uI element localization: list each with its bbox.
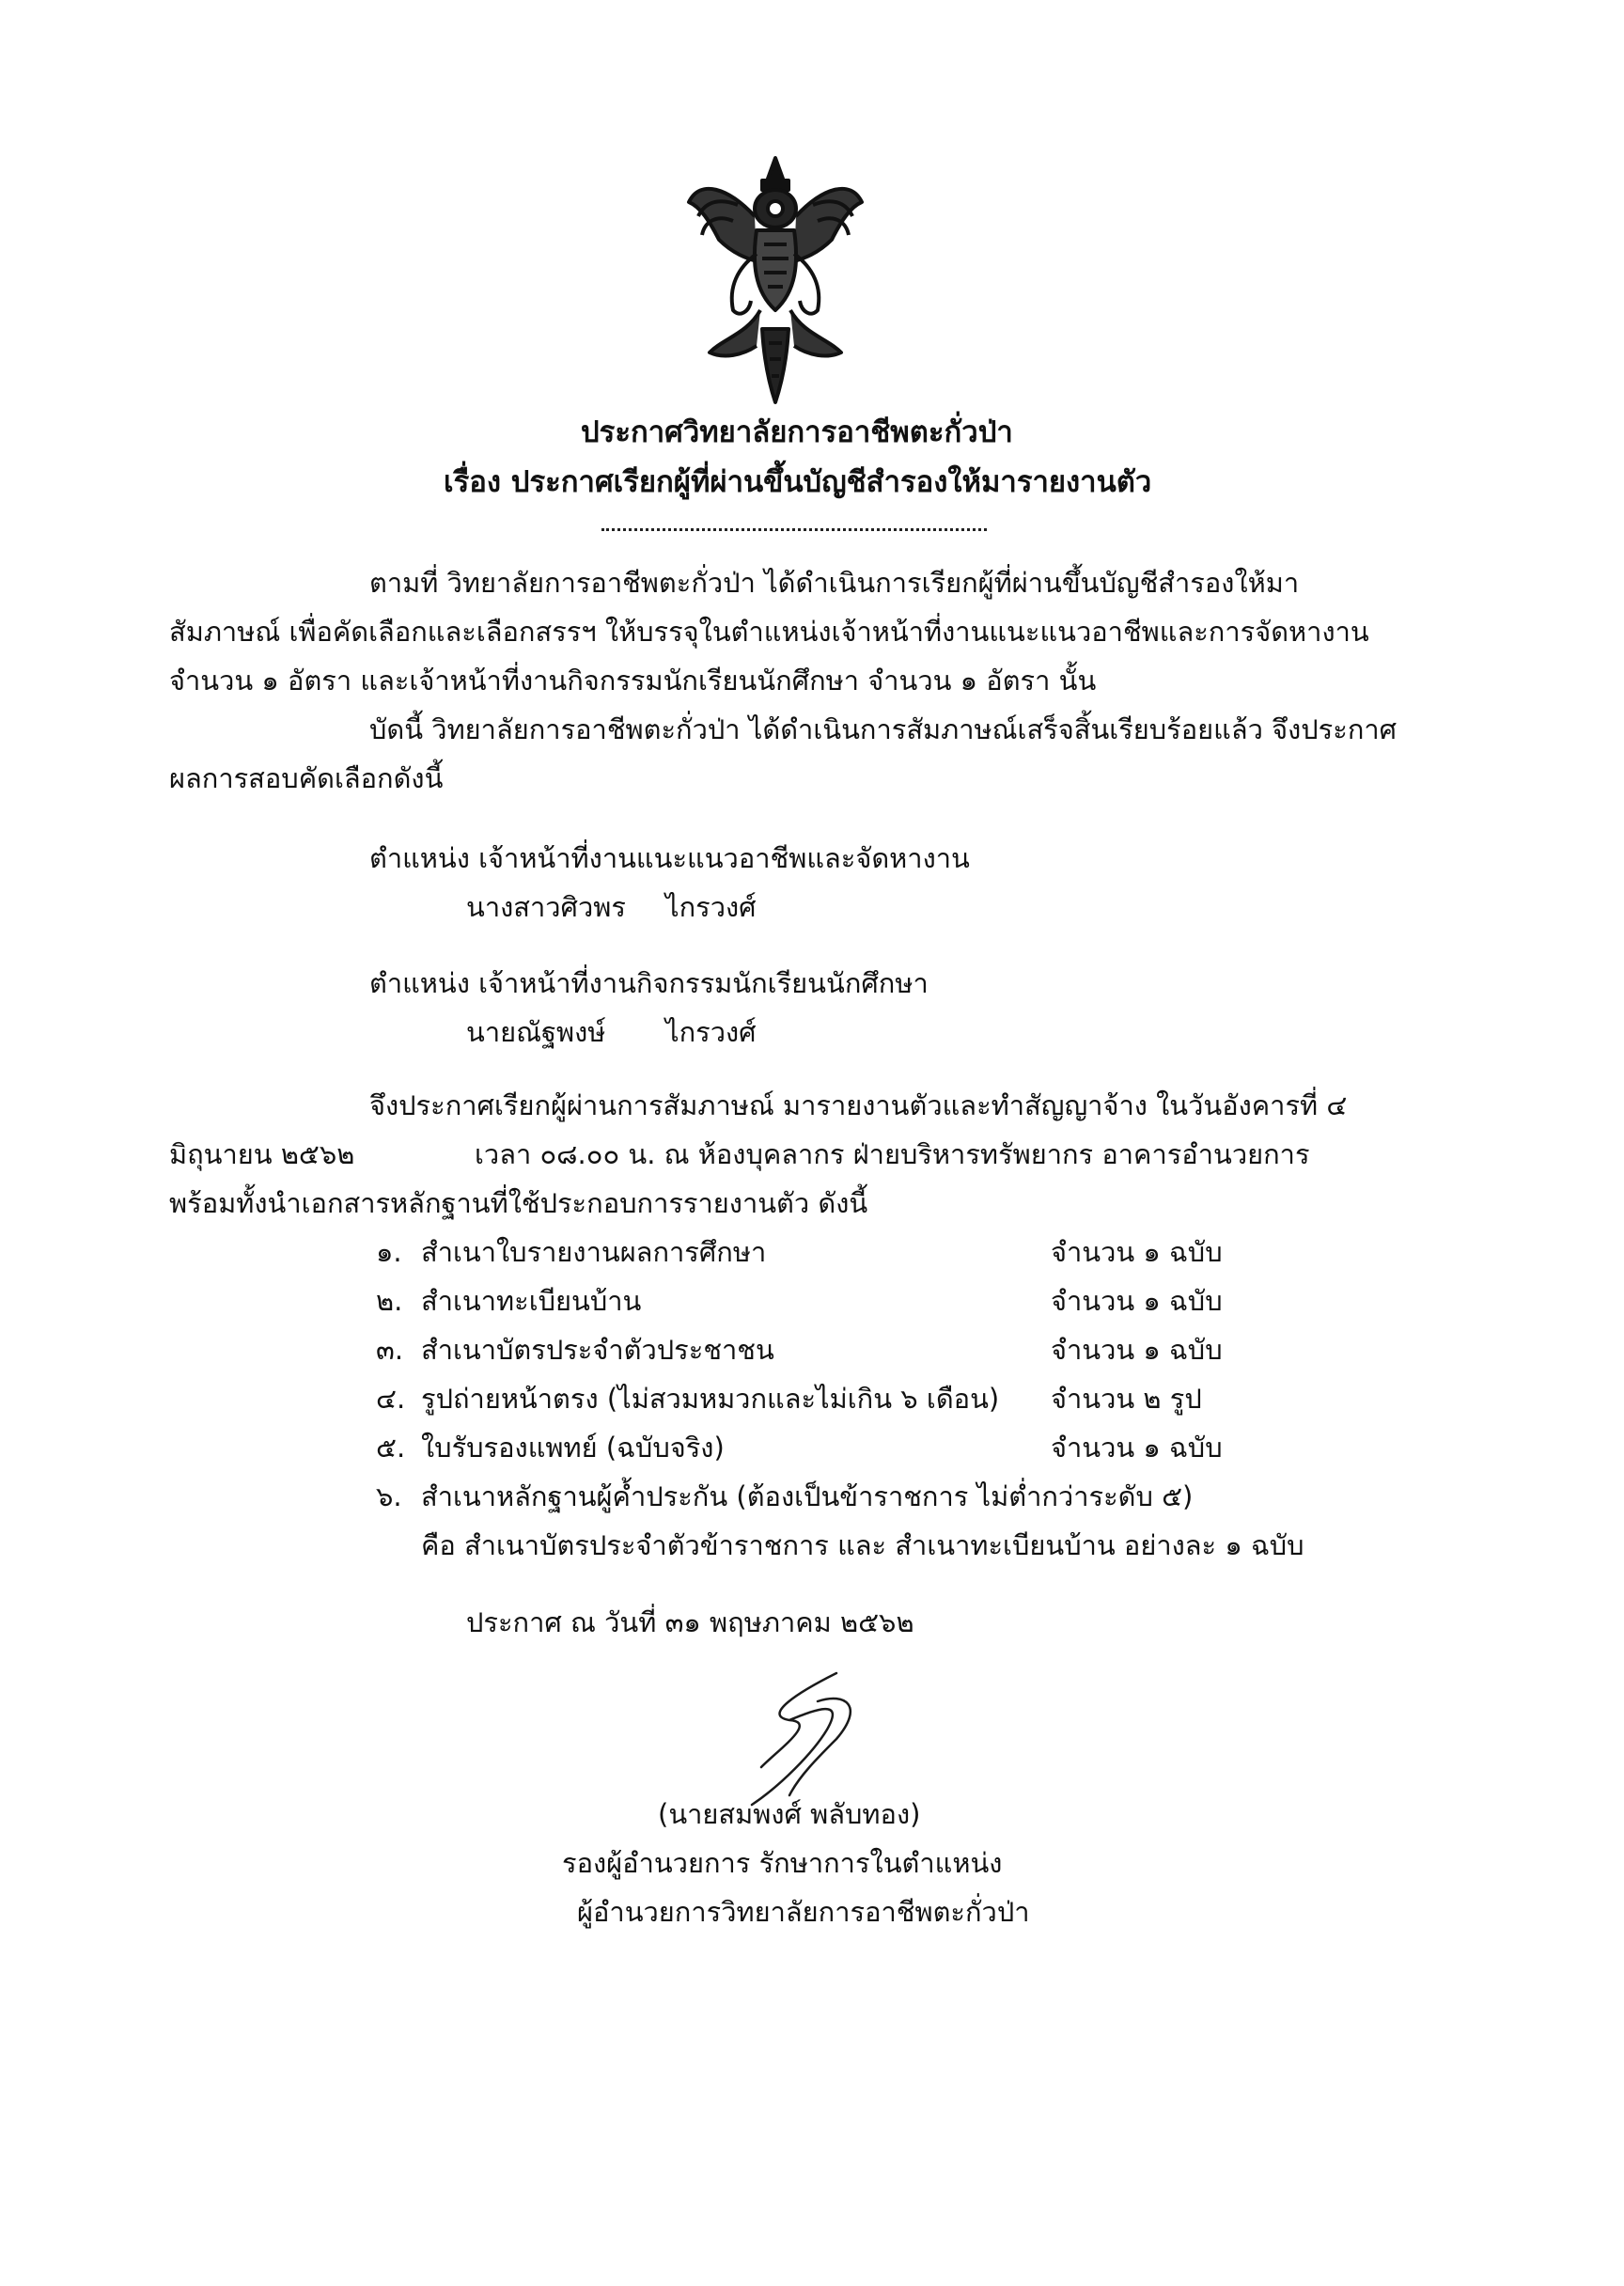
list-item [376,1282,641,1320]
list-item-quantity: จำนวน ๑ ฉบับ [1051,1334,1223,1366]
position-2-last-name: ไกรวงศ์ [665,1016,757,1048]
list-item [376,1478,1193,1515]
position-1-last-name: ไกรวงศ์ [665,891,757,923]
list-item-text: ใบรับรองแพทย์ (ฉบับจริง) [421,1432,725,1464]
signature-icon [724,1664,883,1814]
list-item-number: ๖. [376,1480,402,1512]
paragraph-1-line-2: สัมภาษณ์ เพื่อคัดเลือกและเลือกสรรฯ ให้บรรจุในตำแหน่งเจ้าหน้าที่งานแนะแนวอาชีพและการจัดหางาน [169,616,1369,648]
report-line-3: พร้อมทั้งนำเอกสารหลักฐานที่ใช้ประกอบการรายงานตัว ดังนี้ [169,1187,868,1219]
signer-role-2: ผู้อำนวยการวิทยาลัยการอาชีพตะกั่วป่า [577,1896,1030,1928]
list-item-text: สำเนาหลักฐานผู้ค้ำประกัน (ต้องเป็นข้าราชการ ไม่ต่ำกว่าระดับ ๕) [421,1480,1194,1512]
report-line-2-place: เวลา ๐๘.๐๐ น. ณ ห้องบุคลากร ฝ่ายบริหารทรัพยากร อาคารอำนวยการ [475,1138,1310,1170]
list-item-number: ๓. [376,1334,404,1366]
report-line-2-date: มิถุนายน ๒๕๖๒ [169,1138,355,1170]
signer-role-1: รองผู้อำนวยการ รักษาการในตำแหน่ง [562,1847,1003,1879]
garuda-emblem-icon [681,150,869,409]
report-line-1: จึงประกาศเรียกผู้ผ่านการสัมภาษณ์ มารายงานตัวและทำสัญญาจ้าง ในวันอังคารที่ ๔ [369,1089,1348,1121]
list-item-number: ๕. [376,1432,406,1464]
list-item-number: ๑. [376,1236,402,1268]
paragraph-2-line-2: ผลการสอบคัดเลือกดังนี้ [169,762,444,794]
list-item-quantity: จำนวน ๑ ฉบับ [1051,1285,1223,1317]
list-item-quantity: จำนวน ๑ ฉบับ [1051,1432,1223,1464]
list-item-number: ๒. [376,1285,403,1317]
position-2-title: ตำแหน่ง เจ้าหน้าที่งานกิจกรรมนักเรียนนักศึกษา [369,967,929,999]
paragraph-1-line-1: ตามที่ วิทยาลัยการอาชีพตะกั่วป่า ได้ดำเนินการเรียกผู้ที่ผ่านขึ้นบัญชีสำรองให้มา [369,567,1300,599]
list-item-text: รูปถ่ายหน้าตรง (ไม่สวมหมวกและไม่เกิน ๖ เดือน) [421,1383,1000,1415]
list-item-continuation: คือ สำเนาบัตรประจำตัวข้าราชการ และ สำเนาทะเบียนบ้าน อย่างละ ๑ ฉบับ [421,1529,1304,1561]
list-item-text: สำเนาทะเบียนบ้าน [421,1285,642,1317]
position-1-first-name: นางสาวศิวพร [466,891,626,923]
list-item-quantity: จำนวน ๑ ฉบับ [1051,1236,1223,1268]
list-item [376,1429,725,1466]
list-item-text: สำเนาใบรายงานผลการศึกษา [421,1236,767,1268]
signer-name: (นายสมพงศ์ พลับทอง) [658,1798,921,1830]
list-item [376,1331,774,1369]
list-item [376,1380,999,1417]
list-item [376,1233,766,1271]
position-1-title: ตำแหน่ง เจ้าหน้าที่งานแนะแนวอาชีพและจัดหางาน [369,842,970,874]
list-item-quantity: จำนวน ๒ รูป [1051,1383,1202,1415]
announcement-subject: เรื่อง ประกาศเรียกผู้ที่ผ่านขึ้นบัญชีสำรองให้มารายงานตัว [444,465,1152,499]
list-item-text: สำเนาบัตรประจำตัวประชาชน [421,1334,774,1366]
list-item-number: ๔. [376,1383,406,1415]
position-2-first-name: นายณัฐพงษ์ [466,1016,606,1048]
announcement-title: ประกาศวิทยาลัยการอาชีพตะกั่วป่า [581,415,1013,449]
paragraph-1-line-3: จำนวน ๑ อัตรา และเจ้าหน้าที่งานกิจกรรมนักเรียนนักศึกษา จำนวน ๑ อัตรา นั้น [169,665,1097,697]
paragraph-2-line-1: บัดนี้ วิทยาลัยการอาชีพตะกั่วป่า ได้ดำเนินการสัมภาษณ์เสร็จสิ้นเรียบร้อยแล้ว จึงประกาศ [369,713,1398,745]
announcement-date: ประกาศ ณ วันที่ ๓๑ พฤษภาคม ๒๕๖๒ [466,1606,914,1638]
title-divider [601,528,987,531]
